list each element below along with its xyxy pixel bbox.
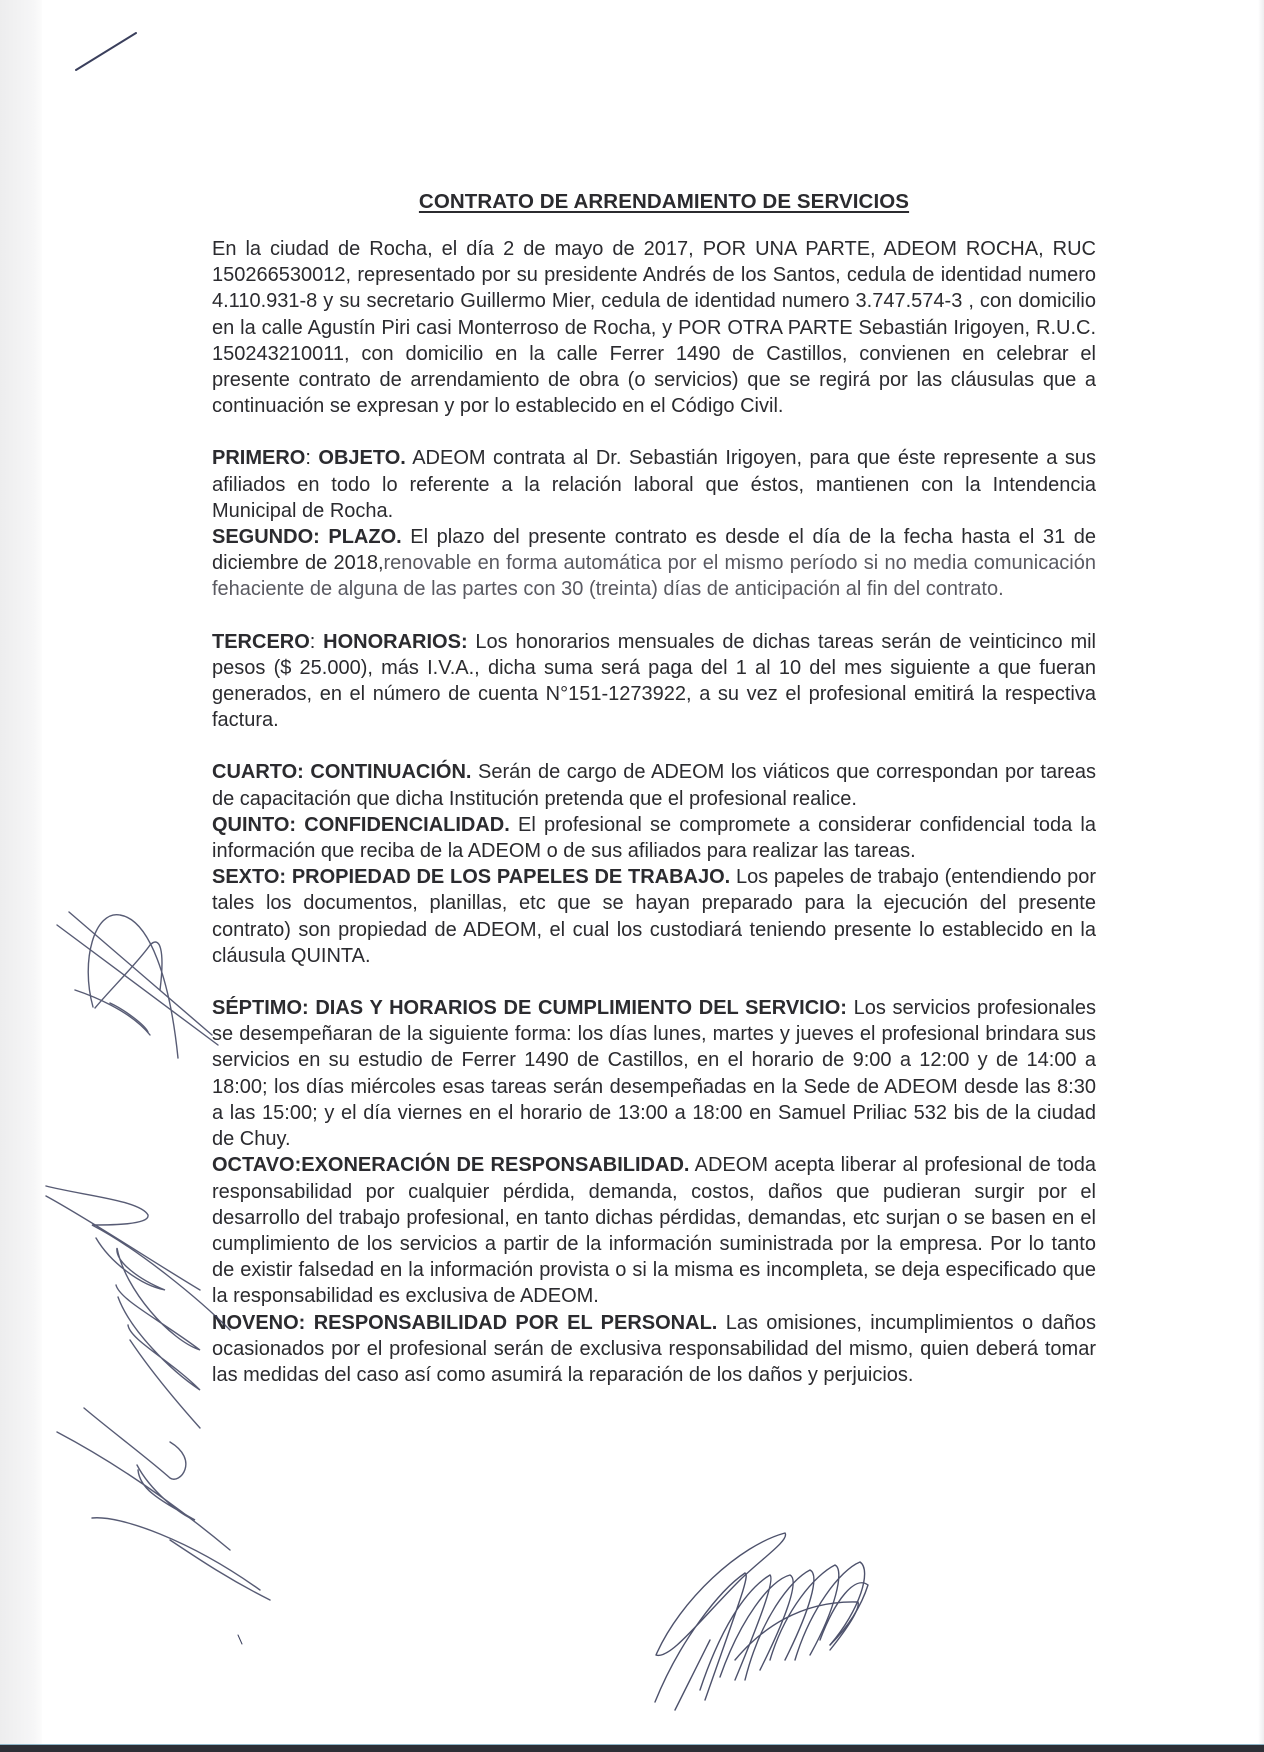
clause-heading: SEXTO: PROPIEDAD DE LOS PAPELES DE TRABAJO.	[212, 866, 731, 889]
spacer	[212, 733, 1096, 759]
clause-heading-separator: :	[305, 447, 319, 470]
clause-quinto	[212, 812, 1096, 864]
clause-body: El plazo del presente contrato es desde el día de la fecha hasta el 31 de diciembre de 2018,	[212, 526, 1097, 575]
clause-septimo	[212, 995, 1096, 1152]
clause-body: El profesional se compromete a considerar confidencial toda la información que reciba de la ADEOM o de sus afiliados para realizar las tareas.	[212, 813, 1096, 863]
scan-border-bottom	[0, 1744, 1264, 1752]
clause-body: Los papeles de trabajo (entendiendo por tales los documentos, planillas, etc que se hayan preparado para la ejecución del presente contrato) son propiedad de ADEOM, el cual los custodiará teniendo presente lo establecido en la cláusula QUINTA.	[212, 866, 1096, 967]
clause-body: ADEOM acepta liberar al profesional de toda responsabilidad por cualquier pérdida, demanda, costos, daños que pudieran surgir por el desarrollo del trabajo profesional, en tanto dichas pérdidas, demandas, etc surjan o se basen en el cumplimiento de los servicios a partir de la información suministrada por la empresa. Por lo tanto de existir falsedad en la información provista o si la misma es incompleta, se deja especificado que la responsabilidad es exclusiva de ADEOM.	[212, 1154, 1096, 1308]
clause-primero	[212, 445, 1096, 524]
spacer	[212, 969, 1096, 995]
clause-sexto	[212, 864, 1096, 969]
clause-heading: HONORARIOS:	[323, 630, 468, 653]
clause-octavo	[212, 1152, 1096, 1309]
clause-body: Los honorarios mensuales de dichas tareas serán de veinticinco mil pesos ($ 25.000), más I.V.A., dicha suma será paga del 1 al 10 del mes siguiente a que fueran generados, en el número de cuenta N°151-1273922, a su vez el profesional emitirá la respectiva factura.	[212, 630, 1096, 732]
clause-body-renewal: renovable en forma automática por el mismo período si no media comunicación fehaciente de alguna de las partes con 30 (treinta) días de anticipación al fin del contrato.	[212, 552, 1097, 601]
party-signature	[655, 1533, 868, 1710]
clause-heading: SÉPTIMO: DIAS Y HORARIOS DE CUMPLIMIENTO DEL SERVICIO:	[212, 997, 847, 1020]
contract-page	[212, 190, 1096, 1388]
clause-heading: NOVENO: RESPONSABILIDAD POR EL PERSONAL.	[212, 1311, 718, 1334]
speck-mark	[238, 1635, 242, 1644]
intro-paragraph: En la ciudad de Rocha, el día 2 de mayo de 2017, POR UNA PARTE, ADEOM ROCHA, RUC 150266530012, representado por su presidente Andrés de los Santos, cedula de identidad numero 4.110.931-8 y su secretario Guillermo Mier, cedula de identidad numero 3.747.574-3 , con domicilio en la calle Agustín Piri casi Monterroso de Rocha, y POR OTRA PARTE Sebastián Irigoyen, R.U.C. 150243210011, con domicilio en la calle Ferrer 1490 de Castillos, convienen en celebrar el presente contrato de arrendamiento de obra (o servicios) que se regirá por las cláusulas que a continuación se expresan y por lo establecido en el Código Civil.	[212, 238, 1096, 418]
pen-stroke-mark	[76, 33, 136, 70]
margin-initials-signature-upper	[57, 912, 218, 1058]
clause-noveno	[212, 1310, 1096, 1389]
clause-heading: OCTAVO:EXONERACIÓN DE RESPONSABILIDAD.	[212, 1154, 690, 1177]
clause-heading-separator: :	[309, 630, 324, 653]
clause-heading: SEGUNDO: PLAZO.	[212, 526, 402, 549]
document-title: CONTRATO DE ARRENDAMIENTO DE SERVICIOS	[418, 190, 910, 213]
clause-tercero	[212, 629, 1096, 734]
clause-cuarto	[212, 759, 1096, 811]
clause-body: Las omisiones, incumplimientos o daños ocasionados por el profesional serán de exclusiva responsabilidad del mismo, quien deberá tomar las medidas del caso así como asumirá la reparación de los daños y perjuicios.	[212, 1311, 1096, 1386]
scan-border-left	[0, 0, 42, 1745]
spacer	[212, 603, 1096, 629]
clause-heading: CUARTO: CONTINUACIÓN.	[212, 761, 472, 784]
spacer	[212, 419, 1096, 445]
clause-heading: QUINTO: CONFIDENCIALIDAD.	[212, 813, 510, 836]
clause-segundo	[212, 524, 1096, 603]
clause-heading: TERCERO	[212, 630, 310, 653]
clause-body: Los servicios profesionales se desempeñaran de la siguiente forma: los días lunes, martes y jueves el profesional brindara sus servicios en su estudio de Ferrer 1490 de Castillos, en el horario de 9:00 a 12:00 y de 14:00 a 18:00; los días miércoles esas tareas serán desempeñadas en la Sede de ADEOM desde las 8:30 a las 15:00; y el día viernes en el horario de 13:00 a 18:00 en Samuel Priliac 532 bis de la ciudad de Chuy.	[212, 997, 1096, 1151]
clause-heading: OBJETO.	[318, 447, 406, 470]
clause-body: ADEOM contrata al Dr. Sebastián Irigoyen, para que éste represente a sus afiliados en todo lo referente a la relación laboral que éstos, mantienen con la Intendencia Municipal de Rocha.	[212, 447, 1096, 522]
scan-border-right	[1258, 0, 1264, 1745]
clause-body: Serán de cargo de ADEOM los viáticos que correspondan por tareas de capacitación que dicha Institución pretenda que el profesional realice.	[212, 761, 1096, 810]
clause-heading: PRIMERO	[212, 447, 306, 470]
